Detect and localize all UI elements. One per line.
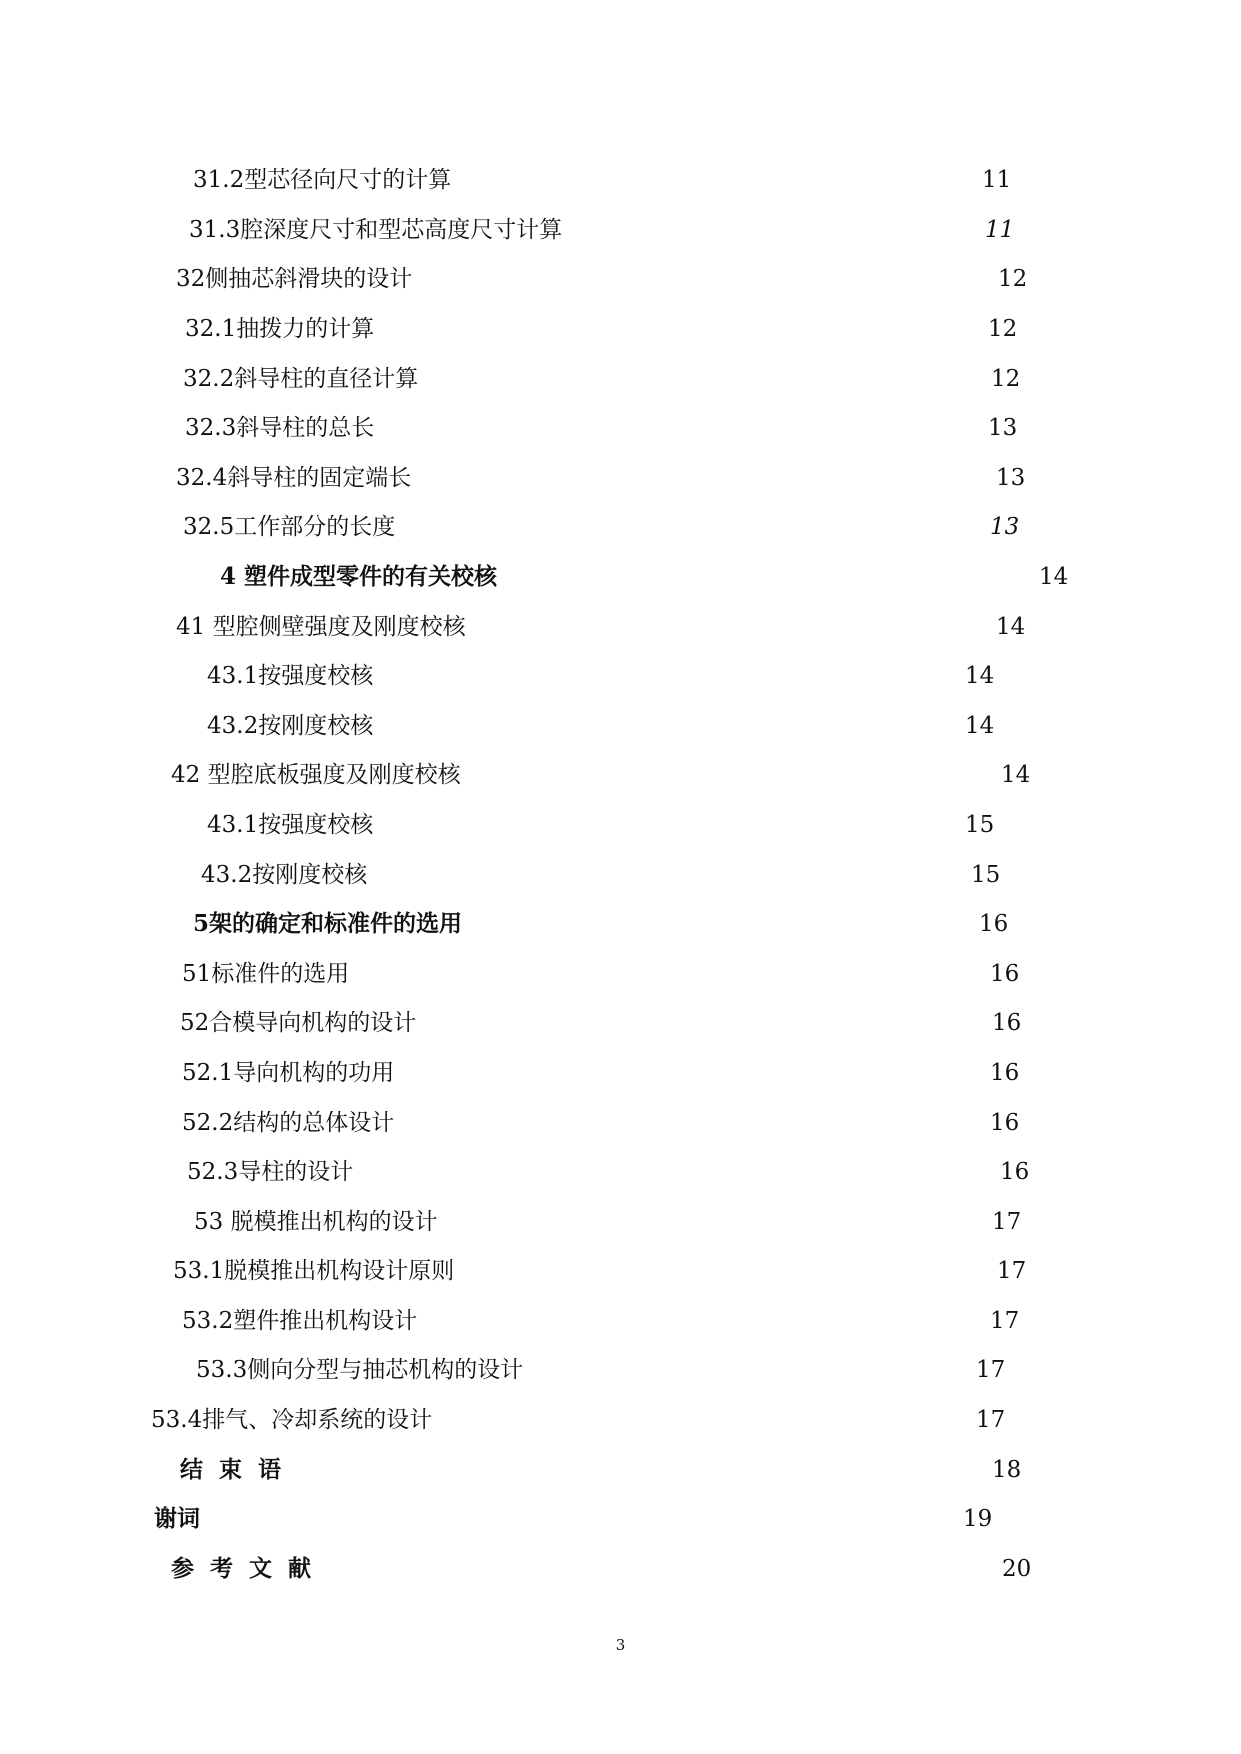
toc-entry xyxy=(0,1003,1241,1043)
toc-entry-title: 43.1按强度校核 xyxy=(207,812,374,838)
toc-entry xyxy=(0,607,1241,647)
toc-entry-page: 12 xyxy=(998,266,1028,292)
toc-entry-page: 11 xyxy=(982,167,1012,193)
toc-entry-page: 13 xyxy=(990,514,1020,540)
toc-entry-page: 19 xyxy=(963,1506,993,1532)
toc-entry xyxy=(0,855,1241,895)
toc-entry-title: 52合模导向机构的设计 xyxy=(180,1010,417,1036)
toc-entry-title: 43.2按刚度校核 xyxy=(201,862,368,888)
toc-entry-title: 31.3腔深度尺寸和型芯高度尺寸计算 xyxy=(189,217,563,243)
toc-entry xyxy=(0,1400,1241,1440)
toc-entry xyxy=(0,1301,1241,1341)
toc-entry-title: 4 塑件成型零件的有关校核 xyxy=(220,563,498,590)
toc-entry xyxy=(0,1549,1241,1589)
toc-entry xyxy=(0,557,1241,597)
page-number: 3 xyxy=(615,1636,626,1654)
toc-entry-title: 53 脱模推出机构的设计 xyxy=(194,1209,438,1235)
toc-entry-page: 18 xyxy=(992,1457,1022,1483)
toc-entry-title: 53.1脱模推出机构设计原则 xyxy=(173,1258,455,1284)
toc-entry-title: 53.4排气、冷却系统的设计 xyxy=(151,1407,433,1433)
toc-entry-page: 12 xyxy=(988,316,1018,342)
toc-entry-page: 13 xyxy=(988,415,1018,441)
toc-entry-title: 谢词 xyxy=(154,1505,200,1532)
toc-entry xyxy=(0,1499,1241,1539)
toc-entry xyxy=(0,656,1241,696)
toc-entry xyxy=(0,904,1241,944)
toc-entry-title: 53.3侧向分型与抽芯机构的设计 xyxy=(196,1357,524,1383)
toc-entry-title: 42 型腔底板强度及刚度校核 xyxy=(171,762,461,788)
toc-entry xyxy=(0,1053,1241,1093)
toc-entry xyxy=(0,954,1241,994)
toc-entry xyxy=(0,1152,1241,1192)
toc-entry-page: 12 xyxy=(991,366,1021,392)
toc-entry-page: 16 xyxy=(990,961,1020,987)
toc-entry-page: 16 xyxy=(1000,1159,1030,1185)
toc-entry-title: 43.2按刚度校核 xyxy=(207,713,374,739)
toc-entry-title: 32.2斜导柱的直径计算 xyxy=(183,366,419,392)
toc-entry-title: 32侧抽芯斜滑块的设计 xyxy=(176,266,413,292)
toc-entry-page: 17 xyxy=(976,1407,1006,1433)
toc-entry-title: 52.2结构的总体设计 xyxy=(182,1110,395,1136)
toc-entry-page: 16 xyxy=(979,911,1009,937)
toc-entry-title: 32.4斜导柱的固定端长 xyxy=(176,465,412,491)
toc-entry-page: 14 xyxy=(996,614,1026,640)
toc-entry-title: 32.1抽拨力的计算 xyxy=(185,316,375,342)
toc-entry-title: 51标准件的选用 xyxy=(182,961,350,987)
toc-entry-title: 5架的确定和标准件的选用 xyxy=(193,910,463,937)
toc-entry xyxy=(0,1251,1241,1291)
toc-entry xyxy=(0,1103,1241,1143)
toc-entry-page: 11 xyxy=(985,217,1015,243)
toc-entry xyxy=(0,160,1241,200)
toc-entry-title: 32.3斜导柱的总长 xyxy=(185,415,375,441)
toc-entry xyxy=(0,805,1241,845)
toc-entry-title: 参 考 文 献 xyxy=(171,1555,316,1582)
toc-entry xyxy=(0,1350,1241,1390)
toc-entry-title: 41 型腔侧壁强度及刚度校核 xyxy=(176,614,466,640)
toc-entry-title: 32.5工作部分的长度 xyxy=(183,514,396,540)
toc-entry-title: 52.3导柱的设计 xyxy=(187,1159,354,1185)
toc-entry-title: 结 束 语 xyxy=(180,1456,286,1483)
toc-entry-title: 53.2塑件推出机构设计 xyxy=(182,1308,418,1334)
toc-entry xyxy=(0,408,1241,448)
toc-entry xyxy=(0,259,1241,299)
toc-entry-page: 17 xyxy=(997,1258,1027,1284)
toc-entry-title: 43.1按强度校核 xyxy=(207,663,374,689)
toc-entry-title: 31.2型芯径向尺寸的计算 xyxy=(193,167,452,193)
toc-entry xyxy=(0,309,1241,349)
toc-entry-page: 17 xyxy=(990,1308,1020,1334)
toc-entry xyxy=(0,507,1241,547)
toc-entry-page: 16 xyxy=(990,1110,1020,1136)
toc-entry xyxy=(0,706,1241,746)
toc-entry-page: 13 xyxy=(996,465,1026,491)
toc-entry xyxy=(0,210,1241,250)
toc-entry-page: 14 xyxy=(1039,564,1069,590)
toc-entry-title: 52.1导向机构的功用 xyxy=(182,1060,395,1086)
toc-entry-page: 16 xyxy=(992,1010,1022,1036)
toc-entry-page: 17 xyxy=(992,1209,1022,1235)
toc-entry xyxy=(0,1202,1241,1242)
toc-entry-page: 20 xyxy=(1002,1556,1032,1582)
toc-entry xyxy=(0,755,1241,795)
toc-entry xyxy=(0,1450,1241,1490)
toc-entry-page: 14 xyxy=(965,713,995,739)
toc-entry-page: 16 xyxy=(990,1060,1020,1086)
toc-entry-page: 15 xyxy=(965,812,995,838)
toc-entry-page: 17 xyxy=(976,1357,1006,1383)
toc-entry xyxy=(0,359,1241,399)
toc-entry-page: 14 xyxy=(1001,762,1031,788)
toc-entry-page: 14 xyxy=(965,663,995,689)
toc-entry xyxy=(0,458,1241,498)
toc-entry-page: 15 xyxy=(971,862,1001,888)
